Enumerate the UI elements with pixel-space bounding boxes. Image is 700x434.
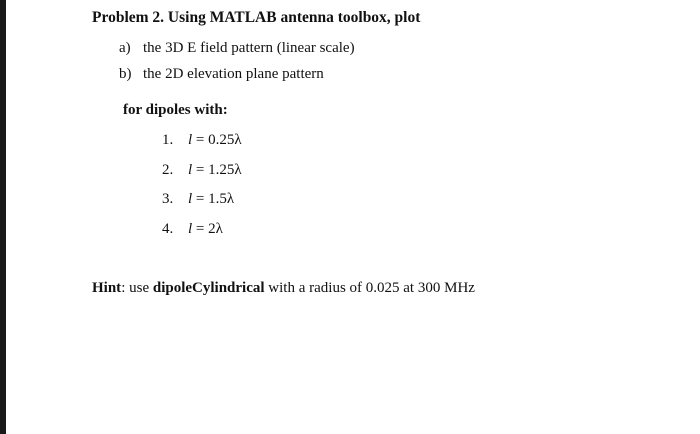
dipole-equation: = 2λ bbox=[192, 221, 223, 237]
part-b-text: the 2D elevation plane pattern bbox=[143, 66, 324, 82]
dipole-variable: l bbox=[188, 132, 193, 148]
dipole-variable: l bbox=[188, 221, 193, 237]
dipole-number: 4. bbox=[162, 221, 174, 237]
dipole-variable: l bbox=[188, 191, 193, 207]
problem-title: Problem 2. Using MATLAB antenna toolbox, plot bbox=[92, 9, 421, 26]
dipole-number: 1. bbox=[162, 132, 174, 148]
dipole-equation: = 1.5λ bbox=[192, 191, 235, 207]
part-a-marker: a) bbox=[119, 40, 131, 56]
dipole-number: 3. bbox=[162, 191, 174, 207]
dipole-item-2 bbox=[162, 162, 242, 179]
dipole-item-4 bbox=[162, 221, 223, 238]
part-b-marker: b) bbox=[119, 66, 132, 82]
part-a-text: the 3D E field pattern (linear scale) bbox=[143, 40, 355, 56]
part-b bbox=[119, 66, 324, 83]
part-a bbox=[119, 40, 355, 57]
dipole-item-3 bbox=[162, 191, 234, 208]
dipole-number: 2. bbox=[162, 162, 174, 178]
hint-label: Hint bbox=[92, 280, 122, 296]
hint-line bbox=[92, 280, 475, 297]
dipole-item-1 bbox=[162, 132, 242, 149]
hint-rest: with a radius of 0.025 at 300 MHz bbox=[264, 280, 475, 296]
hint-intro: : use bbox=[121, 280, 153, 296]
dipoles-heading: for dipoles with: bbox=[123, 102, 228, 118]
dipole-equation: = 1.25λ bbox=[192, 162, 242, 178]
dipole-variable: l bbox=[188, 162, 193, 178]
hint-function-name: dipoleCylindrical bbox=[152, 280, 265, 296]
dipole-equation: = 0.25λ bbox=[192, 132, 242, 148]
